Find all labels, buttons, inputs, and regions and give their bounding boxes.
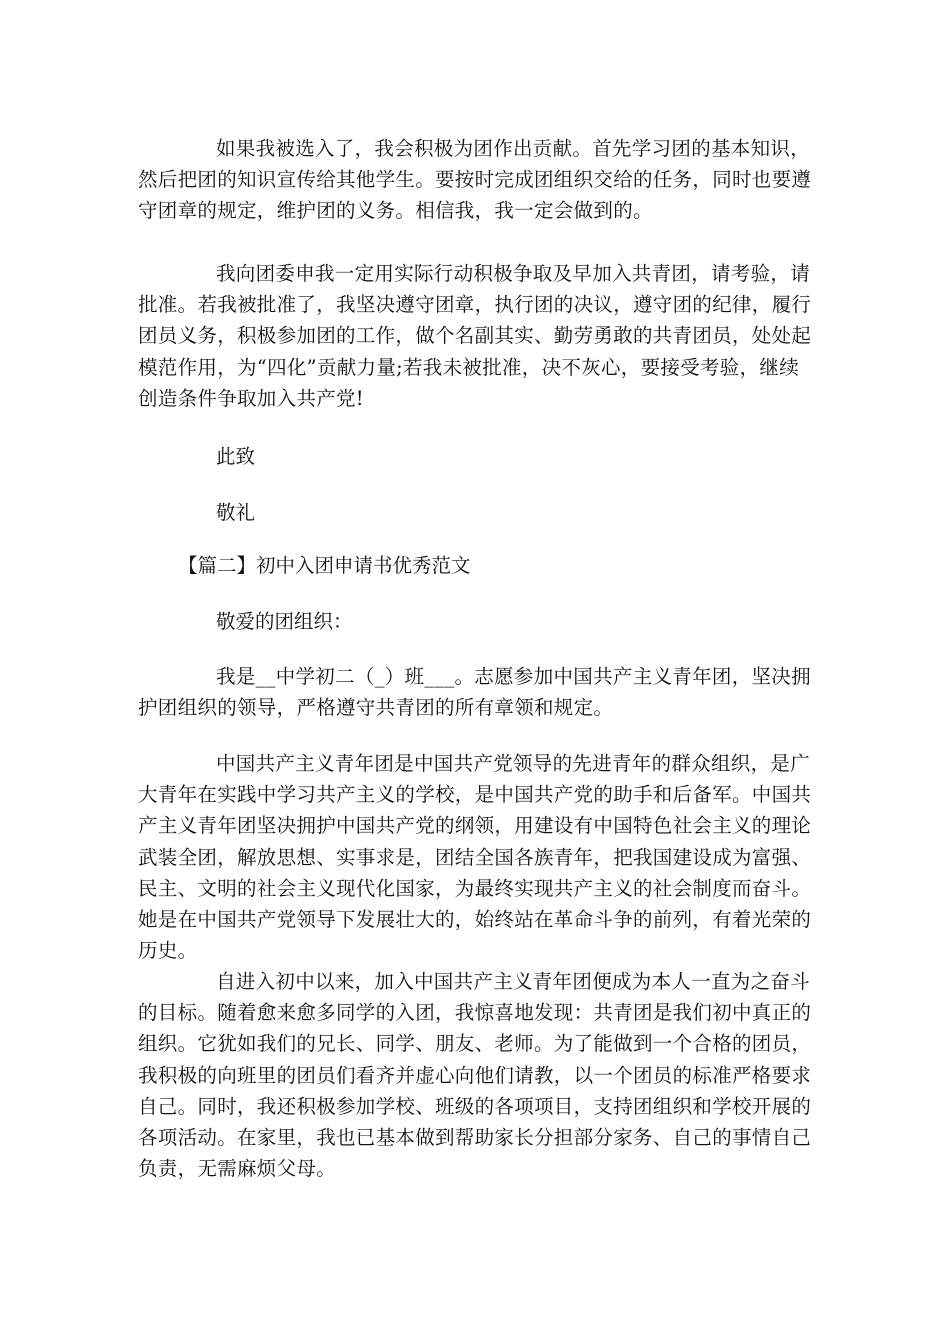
closing-jingli: 敬礼: [216, 501, 256, 524]
closing-cizhi: 此致: [216, 445, 256, 468]
paragraph-commitment: 我向团委申我一定用实际行动积极争取及早加入共青团，请考验，请批准。若我被批准了，我坚决遵守团章，执行团的决议，遵守团的纪律，履行团员义务，积极参加团的工作，做个名副其实、勤劳勇敢的共青团员，处处起模范作用，为“四化”贡献力量;若我未被批准，决不灰心，要接受考验，继续创造条件争取加入共产党!: [138, 262, 812, 410]
paragraph-personal-goal: 自进入初中以来，加入中国共产主义青年团便成为本人一直为之奋斗的目标。随着愈来愈多同学的入团，我惊喜地发现：共青团是我们初中真正的组织。它犹如我们的兄长、同学、朋友、老师。为了能做到一个合格的团员，我积极的向班里的团员们看齐并虚心向他们请教，以一个团员的标准严格要求自己。同时，我还积极参加学校、班级的各项项目，支持团组织和学校开展的各项活动。在家里，我也已基本做到帮助家长分担部分家务、自己的事情自己负责，无需麻烦父母。: [138, 970, 812, 1181]
paragraph-contribution: 如果我被选入了，我会积极为团作出贡献。首先学习团的基本知识，然后把团的知识宣传给其他学生。要按时完成团组织交给的任务，同时也要遵守团章的规定，维护团的义务。相信我，我一定会做到的。: [138, 137, 812, 223]
paragraph-introduction: 我是__中学初二（_）班___。志愿参加中国共产主义青年团，坚决拥护团组织的领导，严格遵守共青团的所有章领和规定。: [138, 665, 811, 720]
section-heading: 【篇二】初中入团申请书优秀范文: [178, 554, 471, 577]
salutation: 敬爱的团组织：: [216, 610, 353, 633]
paragraph-league-description: 中国共产主义青年团是中国共产党领导的先进青年的群众组织，是广大青年在实践中学习共产主义的学校，是中国共产党的助手和后备军。中国共产主义青年团坚决拥护中国共产党的纲领，用建设有中国特色社会主义的理论武装全团，解放思想、实事求是，团结全国各族青年，把我国建设成为富强、民主、文明的社会主义现代化国家，为最终实现共产主义的社会制度而奋斗。她是在中国共产党领导下发展壮大的，始终站在革命斗争的前列，有着光荣的历史。: [138, 752, 812, 963]
